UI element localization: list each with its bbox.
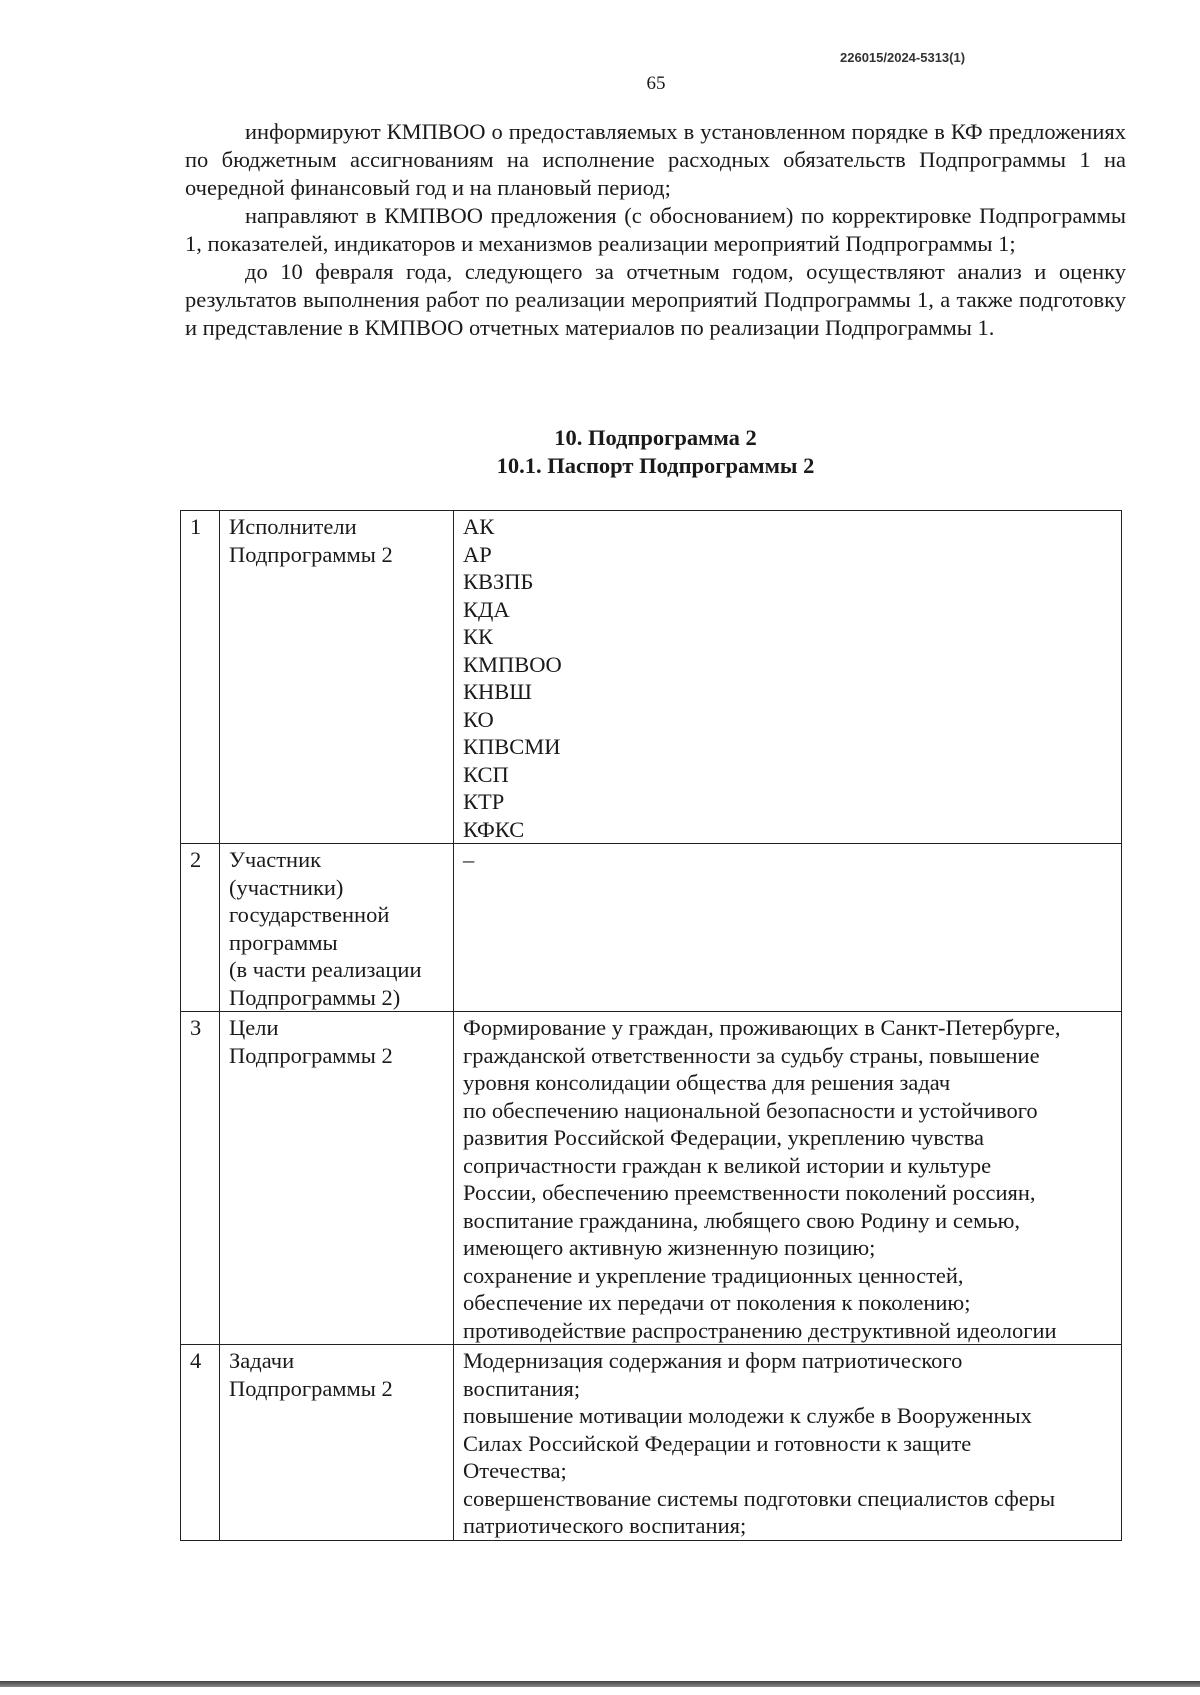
section-heading [185, 424, 1126, 480]
row-value-line: повышение мотивации молодежи к службе в Вооруженных [463, 1403, 1032, 1428]
document-registration-number: 226015/2024-5313(1) [840, 50, 966, 65]
row-value-line: Модернизация содержания и форм патриотического [463, 1348, 963, 1373]
row-name-cell [220, 844, 454, 1012]
row-value-line: КДА [463, 596, 510, 622]
row-name-line: Подпрограммы 2 [229, 1375, 393, 1401]
table-row [181, 1012, 1122, 1345]
row-value-line: КПВСМИ [463, 734, 561, 759]
row-value-line: КО [463, 706, 494, 732]
row-value-line: КК [463, 624, 494, 649]
row-value-line: обеспечение их передачи от поколения к поколению; [463, 1290, 971, 1315]
row-name-cell [220, 511, 454, 844]
section-title: 10. Подпрограмма 2 [554, 425, 757, 450]
body-text [185, 118, 1126, 342]
row-value-line: КТР [463, 789, 505, 814]
row-value-line: имеющего активную жизненную позицию; [463, 1235, 876, 1260]
row-value-line: уровня консолидации общества для решения задач [463, 1070, 951, 1095]
row-value-line: России, обеспечению преемственности поколений россиян, [463, 1180, 1036, 1205]
row-name-line: государственной [229, 902, 390, 927]
row-name-line: Участник [229, 847, 322, 872]
section-subtitle: 10.1. Паспорт Подпрограммы 2 [496, 453, 815, 478]
row-value-line: АР [463, 541, 492, 567]
row-value-line: воспитание гражданина, любящего свою Родину и семью, [463, 1207, 1021, 1233]
paragraph: до 10 февраля года, следующего за отчетным годом, осуществляют анализ и оценку результатов выполнения работ по реализации мероприятий Подпрограммы 1, а также подготовку и представление в КМПВОО отчетных материалов по реализации Подпрограммы 1. [185, 259, 1126, 340]
row-number-cell: 3 [181, 1012, 220, 1345]
row-value-line: гражданской ответственности за судьбу страны, повышение [463, 1042, 1040, 1068]
row-value-line: развития Российской Федерации, укреплению чувства [463, 1125, 985, 1150]
row-value-cell [454, 844, 1122, 1012]
row-number-cell: 4 [181, 1345, 220, 1541]
row-name-line: Подпрограммы 2 [229, 1042, 393, 1068]
row-value-line: Формирование у граждан, проживающих в Санкт-Петербурге, [463, 1015, 1061, 1040]
table-row [181, 844, 1122, 1012]
row-name-cell [220, 1345, 454, 1541]
scan-bottom-edge [0, 1681, 1200, 1687]
row-name-line: (участники) [229, 874, 344, 900]
row-name-line: Цели [229, 1015, 279, 1040]
row-value-line: – [463, 847, 475, 872]
row-value-line: КНВШ [463, 679, 532, 704]
row-value-line: КМПВОО [463, 651, 562, 677]
row-number-cell: 2 [181, 844, 220, 1012]
paragraph: информируют КМПВОО о предоставляемых в установленном порядке в КФ предложениях по бюджетным ассигнованиям на исполнение расходных обязательств Подпрограммы 1 на очередной финансовый год и на плановый период; [185, 119, 1126, 200]
row-value-line: противодействие распространению деструктивной идеологии [463, 1317, 1057, 1343]
row-value-line: сопричастности граждан к великой истории и культуре [463, 1152, 992, 1178]
row-name-line: Задачи [229, 1348, 295, 1373]
paragraph: направляют в КМПВОО предложения (с обоснованием) по корректировке Подпрограммы 1, показателей, индикаторов и механизмов реализации мероприятий Подпрограммы 1; [185, 203, 1126, 256]
row-value-cell [454, 511, 1122, 844]
row-value-line: патриотического воспитания; [463, 1513, 747, 1538]
table-row [181, 1345, 1122, 1541]
row-name-line: программы [229, 929, 338, 955]
passport-table [180, 510, 1122, 1541]
row-value-line: КСП [463, 761, 509, 787]
row-value-line: по обеспечению национальной безопасности и устойчивого [463, 1097, 1038, 1123]
table-row [181, 511, 1122, 844]
row-name-line: Подпрограммы 2) [229, 984, 401, 1010]
row-number-cell: 1 [181, 511, 220, 844]
row-value-line: Силах Российской Федерации и готовности к защите [463, 1430, 972, 1456]
row-value-cell [454, 1012, 1122, 1345]
row-value-line: сохранение и укрепление традиционных ценностей, [463, 1262, 964, 1288]
row-value-line: КВЗПБ [463, 569, 534, 594]
row-name-line: Подпрограммы 2 [229, 541, 393, 567]
row-value-line: Отечества; [463, 1458, 567, 1483]
row-value-line: КФКС [463, 816, 525, 842]
row-name-cell [220, 1012, 454, 1345]
row-value-cell [454, 1345, 1122, 1541]
row-value-line: совершенствование системы подготовки специалистов сферы [463, 1485, 1056, 1511]
row-name-line: Исполнители [229, 514, 357, 539]
page-number: 65 [646, 73, 666, 94]
row-value-line: воспитания; [463, 1375, 581, 1401]
row-name-line: (в части реализации [229, 957, 422, 982]
passport-table-body [181, 511, 1122, 1541]
row-value-line: АК [463, 514, 495, 539]
